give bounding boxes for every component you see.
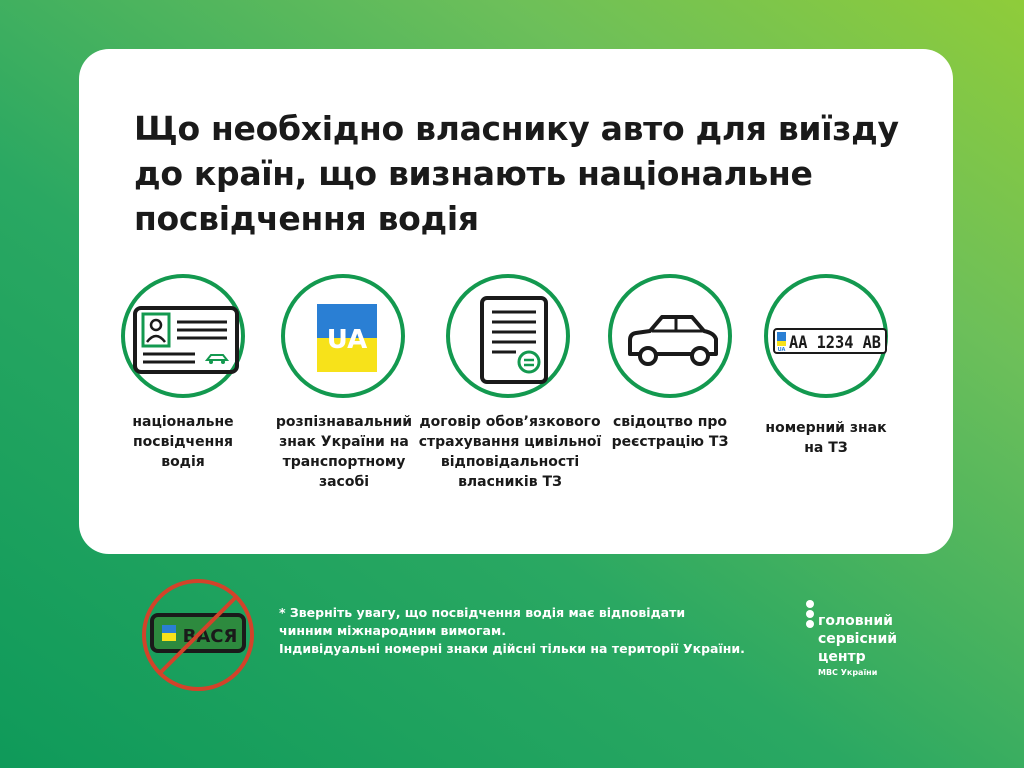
item-label-ua-sign: розпізнавальний знак України на транспортному засобі xyxy=(275,414,413,490)
license-plate-icon xyxy=(768,278,892,402)
item-circle-plate xyxy=(764,274,888,398)
plate-number-text: AA 1234 AB xyxy=(789,333,881,353)
insurance-document-icon xyxy=(450,278,574,402)
item-circle-insurance xyxy=(446,274,570,398)
prohibited-custom-plate-icon xyxy=(138,577,258,697)
logo-dots-icon xyxy=(805,600,817,634)
plate-country-code: UA xyxy=(777,347,786,353)
item-circle-driver-license xyxy=(121,274,245,398)
item-label-driver-license: національне посвідчення водія xyxy=(132,414,234,470)
car-icon xyxy=(612,278,736,402)
prohibited-custom-plate xyxy=(138,577,258,701)
page-title: Що необхідно власнику авто для виїзду до країн, що визнають національне посвідчення водія xyxy=(134,109,899,238)
item-label-plate: номерний знак на ТЗ xyxy=(765,420,887,456)
item-circle-car xyxy=(608,274,732,398)
driver-license-icon xyxy=(125,278,249,402)
ua-badge-text: UA xyxy=(326,325,368,355)
item-circle-ua-sign xyxy=(281,274,405,398)
custom-plate-text: ВАСЯ xyxy=(182,626,238,647)
logo-subtitle: МВС України xyxy=(818,668,878,677)
footnote: * Зверніть увагу, що посвідчення водія має відповідати чинним міжнародним вимогам. Індивідуальні номерні знаки дійсні тільки на території України. xyxy=(279,605,745,656)
item-label-car: свідоцтво про реєстрацію ТЗ xyxy=(611,414,729,450)
ua-sign-icon xyxy=(285,278,409,402)
item-label-insurance: договір обов’язкового страхування цивільної відповідальності власників ТЗ xyxy=(418,414,602,490)
logo-text: головний сервісний центр xyxy=(818,613,898,665)
